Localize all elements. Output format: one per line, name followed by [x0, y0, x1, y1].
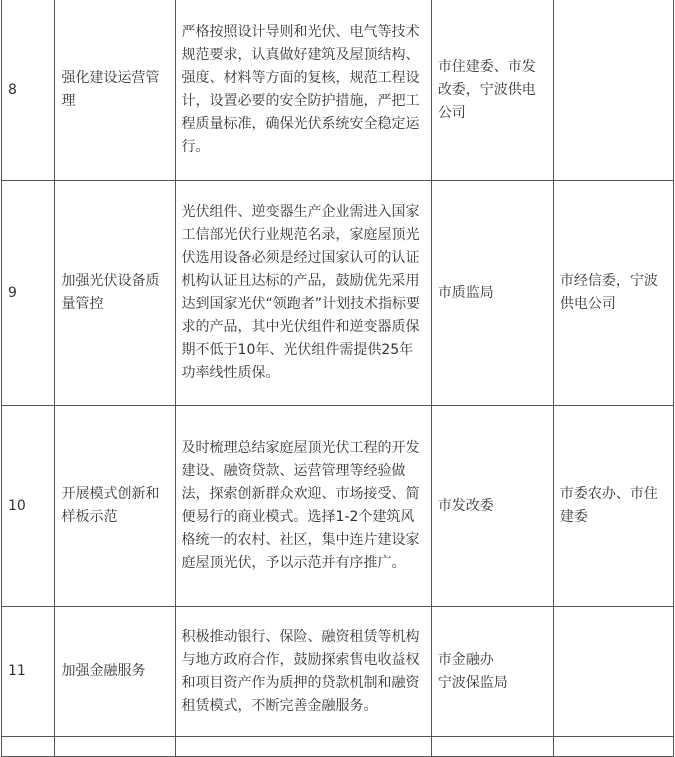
- row-number: 9: [2, 181, 55, 406]
- lead-department: 市金融办 宁波保监局: [431, 607, 553, 737]
- table-row: [2, 406, 674, 607]
- policy-table: [1, 0, 674, 757]
- task-name: [55, 737, 175, 757]
- table-row: [2, 737, 674, 757]
- task-measure: 及时梳理总结家庭屋顶光伏工程的开发建设、融资贷款、运营管理等经验做法，探索创新群众欢迎、市场接受、简便易行的商业模式。选择1-2个建筑风格统一的农村、社区，集中连片建设家庭屋顶光伏，予以示范并有序推广。: [175, 406, 431, 607]
- assist-department: [553, 607, 673, 737]
- assist-department: [553, 0, 673, 181]
- lead-department: 市质监局: [431, 181, 553, 406]
- assist-department: 市经信委，宁波供电公司: [553, 181, 673, 406]
- task-name: 加强光伏设备质量管控: [55, 181, 175, 406]
- task-name: 开展模式创新和样板示范: [55, 406, 175, 607]
- table-row: [2, 0, 674, 181]
- task-measure: 光伏组件、逆变器生产企业需进入国家工信部光伏行业规范名录，家庭屋顶光伏选用设备必须是经过国家认可的认证机构认证且达标的产品，鼓励优先采用达到国家光伏“领跑者”计划技术指标要求的产品，其中光伏组件和逆变器质保期不低于10年、光伏组件需提供25年功率线性质保。: [175, 181, 431, 406]
- row-number: [2, 737, 55, 757]
- task-measure: 积极推动银行、保险、融资租赁等机构与地方政府合作，鼓励探索售电收益权和项目资产作为质押的贷款机制和融资租赁模式，不断完善金融服务。: [175, 607, 431, 737]
- row-number: 10: [2, 406, 55, 607]
- table-row: [2, 181, 674, 406]
- row-number: 11: [2, 607, 55, 737]
- lead-department: [431, 737, 553, 757]
- task-name: 强化建设运营管理: [55, 0, 175, 181]
- task-measure: 严格按照设计导则和光伏、电气等技术规范要求，认真做好建筑及屋顶结构、强度、材料等方面的复核，规范工程设计，设置必要的安全防护措施，严把工程质量标准，确保光伏系统安全稳定运行。: [175, 0, 431, 181]
- lead-department: 市发改委: [431, 406, 553, 607]
- lead-department: 市住建委、市发改委，宁波供电公司: [431, 0, 553, 181]
- row-number: 8: [2, 0, 55, 181]
- assist-department: 市委农办、市住建委: [553, 406, 673, 607]
- task-measure: [175, 737, 431, 757]
- table-row: [2, 607, 674, 737]
- task-name: 加强金融服务: [55, 607, 175, 737]
- assist-department: [553, 737, 673, 757]
